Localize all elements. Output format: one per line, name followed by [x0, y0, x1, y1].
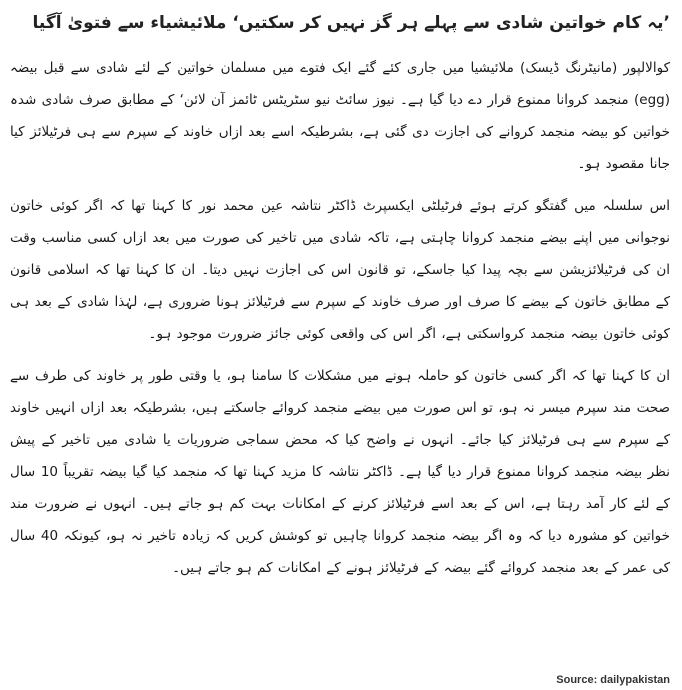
article-paragraph-2: اس سلسلہ میں گفتگو کرتے ہوئے فرٹیلٹی ایکسپرٹ ڈاکٹر نتاشہ عین محمد نور کا کہنا تھا کہ اگر کوئی خاتون نوجوانی میں اپنے بیضے منجمد کروانا چاہتی ہے، تاکہ شادی میں تاخیر کی صورت میں بعد ازاں کسی مناسب وقت ان کی فرٹیلائزیشن سے بچہ پیدا کیا جاسکے، تو قانون اس کی اجازت نہیں دیتا۔ ان کا کہنا تھا کہ اسلامی قانون کے مطابق خاتون کے بیضے کا صرف اور صرف خاوند کے سپرم سے فرٹیلائز ہونا ضروری ہے، لہٰذا شادی کے بعد ہی کوئی خاتون بیضہ منجمد کرواسکتی ہے، اگر اس کی واقعی کوئی جائز ضرورت موجود ہو۔ — [10, 198, 670, 342]
news-article — [10, 8, 670, 684]
article-paragraph-3: ان کا کہنا تھا کہ اگر کسی خاتون کو حاملہ ہونے میں مشکلات کا سامنا ہو، یا وقتی طور پر خاوند کی طرف سے صحت مند سپرم میسر نہ ہو، تو اس صورت میں بیضے منجمد کروائے جاسکتے ہیں، بشرطیکہ بعد ازاں انہیں خاوند کے سپرم سے ہی فرٹیلائز کیا جائے۔ انہوں نے واضح کیا کہ محض سماجی ضروریات یا شادی میں تاخیر کے پیش نظر بیضہ منجمد کروانا ممنوع قرار دیا گیا ہے۔ ڈاکٹر نتاشہ کا مزید کہنا تھا کہ منجمد کیا گیا بیضہ تقریباً 10 سال کے لئے کار آمد رہتا ہے، اس کے بعد اسے فرٹیلائز کرنے کے امکانات بہت کم ہو جاتے ہیں۔ انہوں نے ضرورت مند خواتین کو مشورہ دیا کہ وہ اگر بیضہ منجمد کروانا چاہیں تو کوشش کریں کہ زیادہ تاخیر نہ ہو، کیونکہ 40 سال کی عمر کے بعد منجمد کروائے گئے بیضہ کے فرٹیلائز ہونے کے امکانات کم ہو جاتے ہیں۔ — [10, 368, 670, 576]
source-credit: Source: dailypakistan — [556, 674, 670, 686]
article-headline: ’یہ کام خواتین شادی سے پہلے ہر گز نہیں کر سکتیں‘ ملائیشیاء سے فتویٰ آگیا — [32, 13, 670, 33]
article-paragraph-1: کوالالپور (مانیٹرنگ ڈیسک) ملائیشیا میں جاری کئے گئے ایک فتوے میں مسلمان خواتین کے لئے شادی سے قبل بیضہ (egg) منجمد کروانا ممنوع قرار دے دیا گیا ہے۔ نیوز سائٹ نیو سٹریٹس ٹائمز آن لائن‘ کے مطابق صرف شادی شدہ خواتین کو بیضہ منجمد کروانے کی اجازت دی گئی ہے، بشرطیکہ اسے بعد ازاں خاوند کے سپرم سے ہی فرٹیلائز کیا جانا مقصود ہو۔ — [10, 60, 670, 172]
